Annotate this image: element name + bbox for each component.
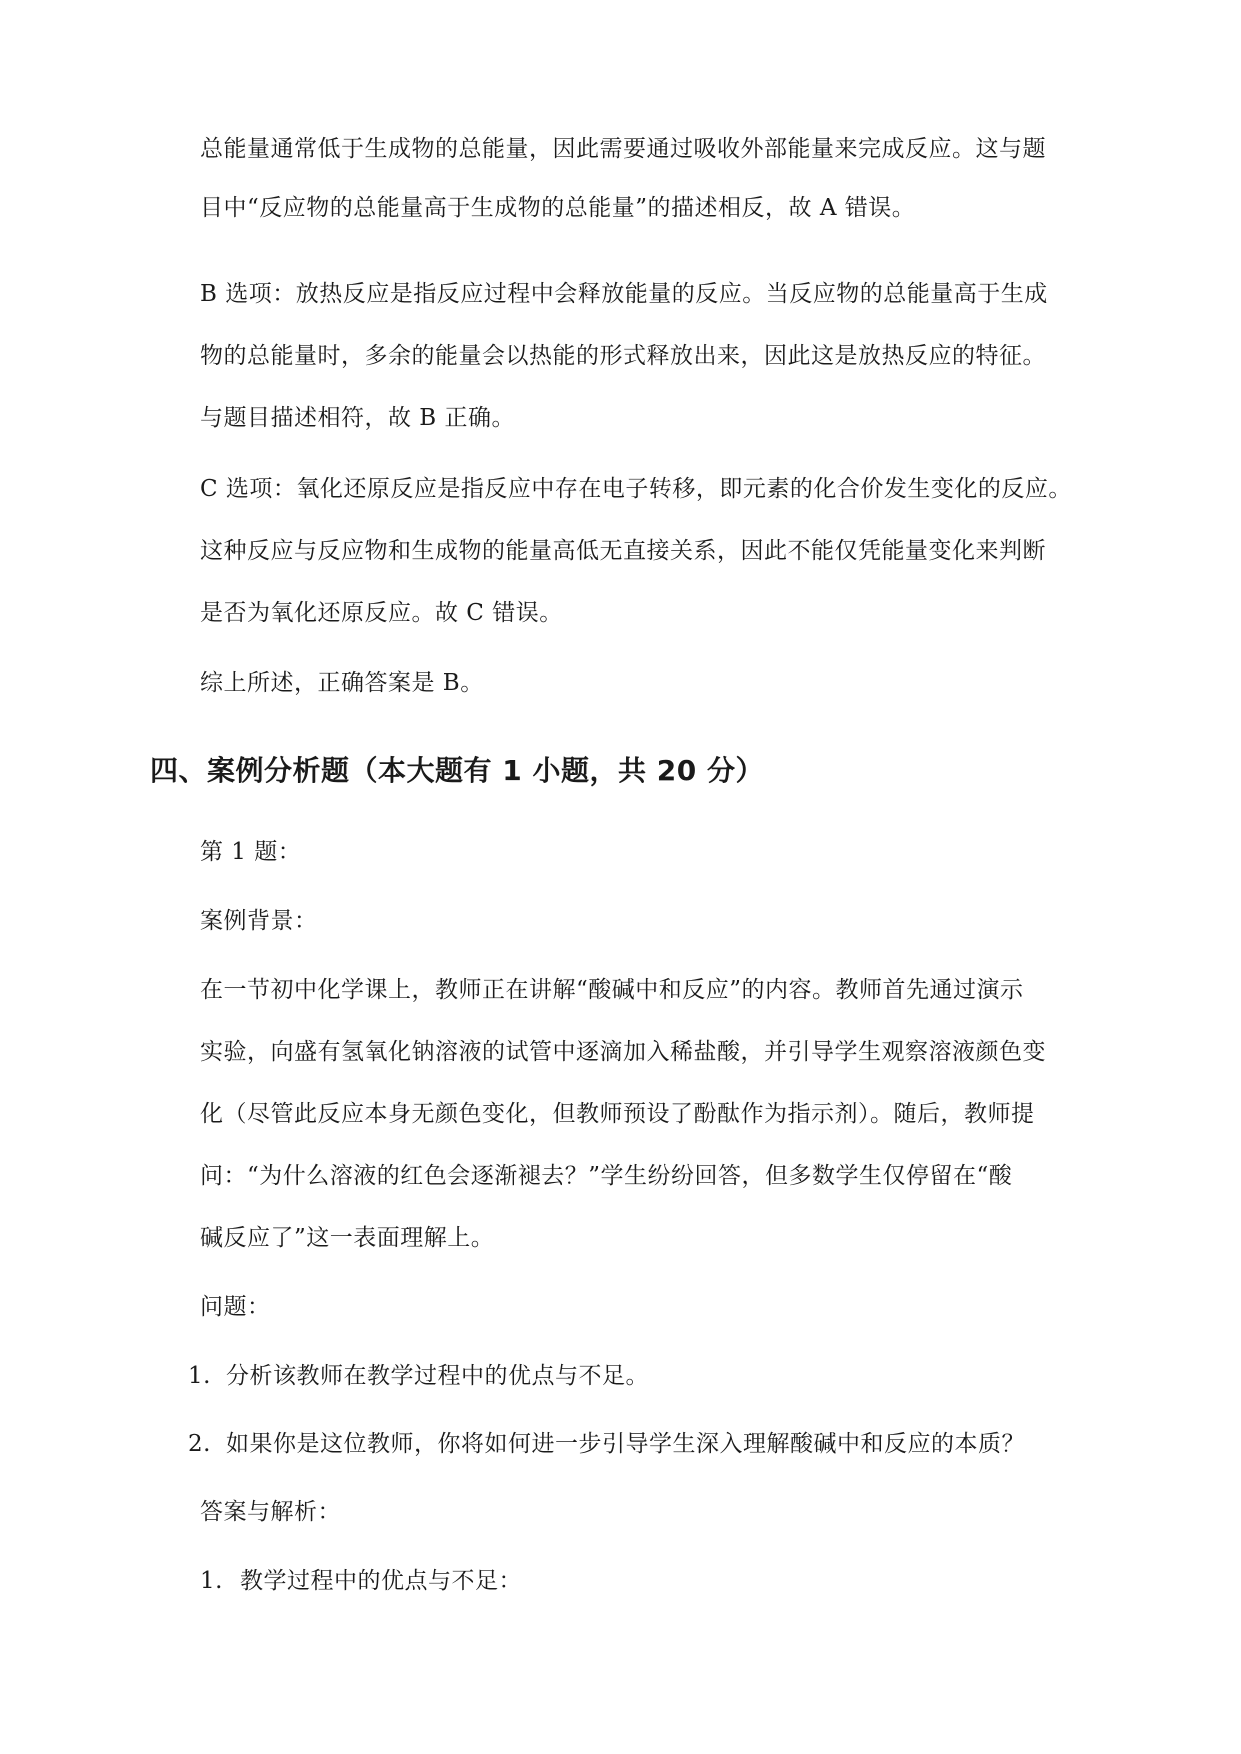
background-line: 实验，向盛有氢氧化钠溶液的试管中逐滴加入稀盐酸，并引导学生观察溶液颜色变 xyxy=(200,1039,1046,1065)
paragraph-line: 与题目描述相符，故 B 正确。 xyxy=(200,405,516,431)
section-heading: 四、案例分析题（本大题有 1 小题，共 20 分） xyxy=(150,754,764,787)
background-line: 化（尽管此反应本身无颜色变化，但教师预设了酚酞作为指示剂）。随后，教师提 xyxy=(200,1101,1035,1127)
paragraph-line: B 选项：放热反应是指反应过程中会释放能量的反应。当反应物的总能量高于生成 xyxy=(200,281,1048,307)
conclusion-line: 综上所述，正确答案是 B。 xyxy=(200,670,484,696)
paragraph-line: C 选项：氧化还原反应是指反应中存在电子转移，即元素的化合价发生变化的反应。 xyxy=(200,476,1072,502)
problem-text: 分析该教师在教学过程中的优点与不足。 xyxy=(226,1363,649,1389)
problem-item xyxy=(188,1361,649,1391)
answer-item xyxy=(200,1566,522,1596)
paragraph-line: 总能量通常低于生成物的总能量，因此需要通过吸收外部能量来完成反应。这与题 xyxy=(200,136,1046,162)
problem-text: 如果你是这位教师，你将如何进一步引导学生深入理解酸碱中和反应的本质？ xyxy=(226,1431,1025,1457)
answer-text: 教学过程中的优点与不足： xyxy=(240,1568,522,1594)
background-line: 碱反应了”这一表面理解上。 xyxy=(200,1225,495,1251)
background-line: 问：“为什么溶液的红色会逐渐褪去？”学生纷纷回答，但多数学生仅停留在“酸 xyxy=(200,1163,1013,1189)
problems-label: 问题： xyxy=(200,1294,271,1320)
problem-item xyxy=(188,1429,1025,1459)
problem-number: 2. xyxy=(188,1431,211,1457)
paragraph-line: 是否为氧化还原反应。故 C 错误。 xyxy=(200,600,563,626)
paragraph-line: 物的总能量时，多余的能量会以热能的形式释放出来，因此这是放热反应的特征。 xyxy=(200,343,1046,369)
answer-number: 1. xyxy=(200,1568,223,1594)
paragraph-line: 目中“反应物的总能量高于生成物的总能量”的描述相反，故 A 错误。 xyxy=(200,195,916,221)
background-label: 案例背景： xyxy=(200,908,318,934)
paragraph-line: 这种反应与反应物和生成物的能量高低无直接关系，因此不能仅凭能量变化来判断 xyxy=(200,538,1046,564)
background-line: 在一节初中化学课上，教师正在讲解“酸碱中和反应”的内容。教师首先通过演示 xyxy=(200,977,1024,1003)
answer-label: 答案与解析： xyxy=(200,1499,341,1525)
problem-number: 1. xyxy=(188,1363,211,1389)
question-number-label: 第 1 题： xyxy=(200,839,302,865)
